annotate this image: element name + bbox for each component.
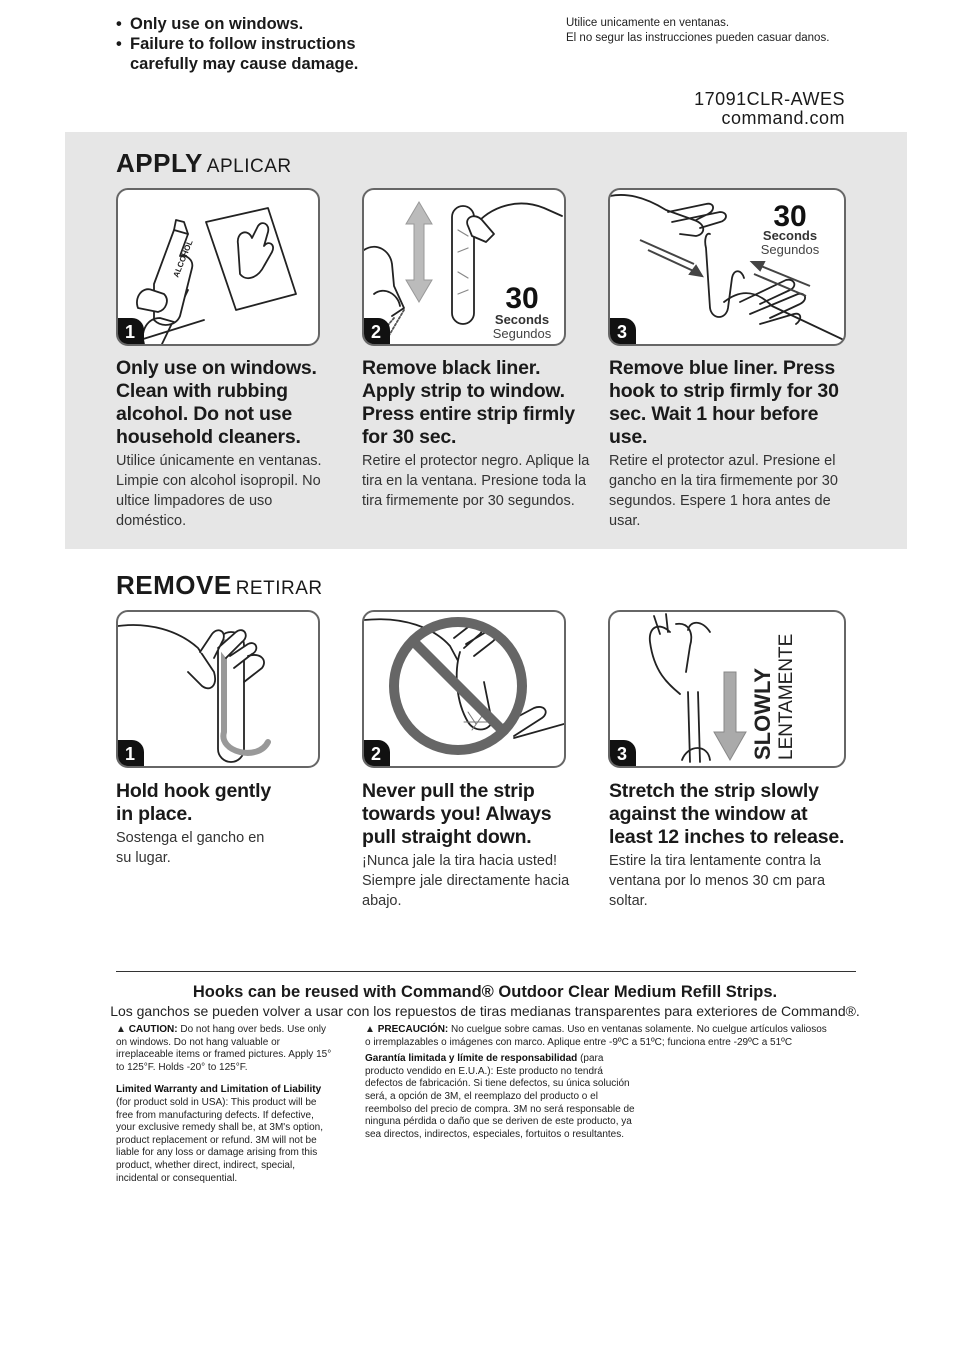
apply-step-1-heading: Only use on windows. Clean with rubbing alcohol. Do not use household cleaners. [116,357,317,448]
caution-label: CAUTION: [128,1024,178,1035]
seconds-label-en: Seconds [494,312,550,327]
caution-paragraph [116,1024,336,1074]
apply-step-1-text [116,357,346,531]
apply-step-3-text [609,357,849,531]
warning-line-2: • Failure to follow instructions carefully may cause damage. [116,35,359,73]
apply-step-1-spanish: Utilice únicamente en ventanas. Limpie con alcohol isopropil. No ultice limpadores de uso doméstico. [116,453,322,529]
seconds-label-es: Segundos [760,242,820,257]
warning-es-line-2: El no segur las instrucciones pueden casuar danos. [566,31,830,44]
lentamente-label: LENTAMENTE [776,633,797,760]
apply-title-en: APPLY [116,148,203,178]
remove-title-es: RETIRAR [235,578,323,599]
seconds-label-es: Segundos [492,326,552,341]
top-warnings-spanish [566,16,829,45]
remove-step-1-heading: Hold hook gently in place. [116,780,271,825]
clean-window-illustration [118,190,318,344]
remove-step-2-heading: Never pull the strip towards you! Always pull straight down. [362,780,552,848]
remove-step-1-text [116,780,316,868]
seconds-number: 30 [773,200,807,233]
caution-text: Do not hang over beds. Use only on windows. Do not hang valuable or irreplaceable items or framed pictures. Apply 15° to 125°F. Holds -20° to 125°F. [116,1024,332,1073]
reuse-note-spanish: Los ganchos se pueden volver a usar con los repuestos de tiras medianas transparentes para exteriores de Command®. [110,1003,860,1019]
fine-print-spanish [365,1024,835,1141]
apply-step-1-illustration [116,188,320,346]
apply-title [116,148,292,179]
apply-step-2-heading: Remove black liner. Apply strip to window. Press entire strip firmly for 30 sec. [362,357,575,448]
remove-step-3-heading: Stretch the strip slowly against the window at least 12 inches to release. [609,780,845,848]
apply-step-2-illustration [362,188,566,346]
seconds-label-en: Seconds [762,228,818,243]
remove-step-3-spanish: Estire la tira lentamente contra la ventana por lo menos 30 cm para soltar. [609,853,826,909]
warranty-text: (for product sold in USA): This product will be free from manufacturing defects. If defective, your exclusive remedy shall be, at 3M's option, product replacement or refund. 3M will not be liable for any loss or damage arising from this product, whether direct, indirect, special, incidental or consequential. [116,1096,324,1184]
remove-title-en: REMOVE [116,570,232,600]
garantia-text: (para producto vendido en E.U.A.): Este producto no tendrá defectos de fabricación. Si tiene defectos, su única solución será, a opción de 3M, el reemplazo del producto o el reembolso del precio de compra. 3M no será responsable de ninguna pérdida o daño que se deriven de este producto, ya sea directos, indirectos, especiales, fortuitos o resultantes. [365,1053,635,1140]
product-id [694,90,845,128]
warranty-paragraph [116,1084,336,1185]
stretch-strip-illustration [610,612,844,766]
garantia-paragraph [365,1053,635,1141]
remove-step-2-illustration [362,610,566,768]
step-number-badge: 1 [116,740,144,768]
warning-triangle-icon: ▲ [116,1024,126,1035]
warning-es-line-1: Utilice unicamente en ventanas. [566,17,730,29]
apply-step-3-heading: Remove blue liner. Press hook to strip firmly for 30 sec. Wait 1 hour before use. [609,357,839,448]
hold-hook-illustration [118,612,318,766]
remove-step-1-illustration [116,610,320,768]
apply-step-2-text [362,357,594,511]
remove-step-3-illustration [608,610,846,768]
divider-line [116,971,856,972]
step-number-badge: 3 [608,740,636,768]
fine-print-english [116,1024,336,1185]
apply-step-3-spanish: Retire el protector azul. Presione el gancho en la tira firmemente por 30 segundos. Espere 1 hora antes de usar. [609,453,838,529]
remove-step-2-text [362,780,580,911]
website: command.com [721,108,845,128]
sku-number: 17091CLR-AWES [694,89,845,109]
remove-step-3-text [609,780,854,911]
press-hook-illustration [610,190,844,344]
remove-title [116,570,323,601]
precaucion-label: PRECAUCIÓN: [377,1024,449,1035]
reuse-note-english: Hooks can be reused with Command® Outdoor Clear Medium Refill Strips. [192,983,778,1001]
step-number-badge: 3 [608,318,636,346]
warning-triangle-icon: ▲ [365,1024,375,1035]
up-down-arrow-icon [406,202,432,302]
step-number-badge: 2 [362,318,390,346]
garantia-label: Garantía limitada y límite de responsabilidad [365,1053,578,1065]
step-number-badge: 1 [116,318,144,346]
down-arrow-icon [714,672,746,760]
warranty-label: Limited Warranty and Limitation of Liability [116,1084,322,1096]
apply-step-2-spanish: Retire el protector negro. Aplique la tira en la ventana. Presione toda la tira firmemente por 30 segundos. [362,453,590,509]
pull-towards-illustration [364,612,564,766]
precaucion-paragraph [365,1024,835,1049]
remove-step-2-spanish: ¡Nunca jale la tira hacia usted! Siempre jale directamente hacia abajo. [362,853,570,909]
apply-title-es: APLICAR [206,156,292,177]
slowly-label: SLOWLY [750,667,775,760]
apply-strip-illustration [364,190,564,344]
remove-step-1-spanish: Sostenga el gancho en su lugar. [116,830,265,866]
step-number-badge: 2 [362,740,390,768]
precaucion-text: No cuelgue sobre camas. Uso en ventanas solamente. No cuelgue artículos valiosos o irremplazables o imágenes con marco. Aplique entre -9ºC a 51ºC; funciona entre -29ºC a 51ºC [365,1024,827,1048]
seconds-number: 30 [505,282,539,315]
apply-step-3-illustration [608,188,846,346]
top-warnings-english [116,14,370,74]
warning-line-1: • Only use on windows. [116,15,304,33]
alcohol-label: ALCOHOL [171,238,195,279]
